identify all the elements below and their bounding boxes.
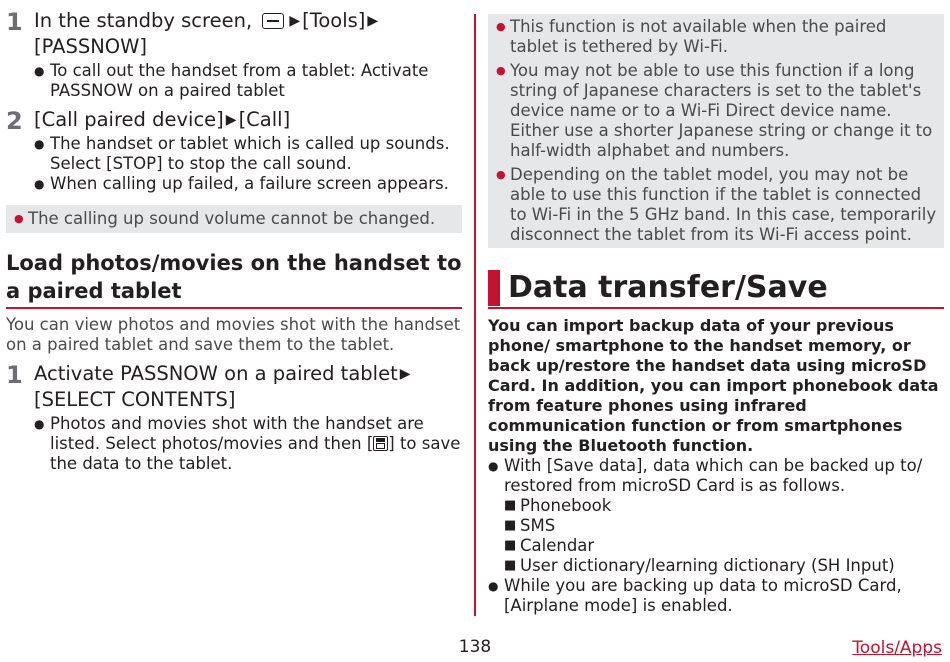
step-text-part: [PASSNOW] xyxy=(34,35,148,58)
step-instruction xyxy=(34,107,462,133)
step-1-bullets xyxy=(6,61,462,101)
backup-data-list xyxy=(504,496,944,576)
bullet-text-part: ] to save the data to the tablet. xyxy=(50,434,461,473)
note-box xyxy=(488,14,944,248)
list-item: ■ Calendar xyxy=(504,536,944,556)
step-text-part: [SELECT CONTENTS] xyxy=(34,388,236,411)
step-instruction xyxy=(34,8,462,59)
page-section-heading: Data transfer/Save xyxy=(488,270,944,309)
list-item: ● To call out the handset from a tablet: Activate PASSNOW on a paired tablet xyxy=(34,61,462,101)
note-item: ● You may not be able to use this function if a long string of Japanese characters is set to the tablet's device name or to a Wi-Fi Direct device name. Either use a shorter Japanese string or change it to half-width alphabet and numbers. xyxy=(496,61,938,161)
step-text-part: [Call] xyxy=(238,108,291,131)
photos-section xyxy=(6,249,462,474)
step-instruction xyxy=(34,361,462,412)
step-text-part: Activate PASSNOW on a paired tablet xyxy=(34,362,398,385)
section-step-1 xyxy=(6,361,462,412)
step-2-bullets xyxy=(6,134,462,194)
data-transfer-bullets xyxy=(488,456,944,616)
bullet-text: With [Save data], data which can be backed up to/ restored from microSD Card is as follows. xyxy=(504,456,923,495)
list-item xyxy=(34,414,462,474)
note-item: ● This function is not available when the paired tablet is tethered by Wi-Fi. xyxy=(496,17,938,57)
save-icon xyxy=(373,436,388,451)
section-intro: You can view photos and movies shot with the handset on a paired tablet and save them to the tablet. xyxy=(6,315,461,354)
list-item: ■ SMS xyxy=(504,516,944,536)
step-number: 1 xyxy=(6,361,23,389)
tools-apps-link[interactable]: Tools/Apps xyxy=(852,638,942,658)
list-item: ■ Phonebook xyxy=(504,496,944,516)
step-2 xyxy=(6,107,462,133)
right-column xyxy=(488,0,944,616)
list-item: ● The handset or tablet which is called up sounds. Select [STOP] to stop the call sound. xyxy=(34,134,462,174)
bullet-text-part: Photos and movies shot with the handset are listed. Select photos/movies and then [ xyxy=(50,414,424,453)
note-item: ● Depending on the tablet model, you may not be able to use this function if the tablet is connected to Wi-Fi in the 5 GHz band. In this case, temporarily disconnect the tablet from its Wi-Fi access point. xyxy=(496,165,938,245)
step-text-part: In the standby screen, xyxy=(34,9,253,32)
arrow-right-icon: ▶ xyxy=(367,13,379,29)
section-heading: Load photos/movies on the handset to a paired tablet xyxy=(6,249,462,309)
section-lead: You can import backup data of your previous phone/ smartphone to the handset memory, or back up/restore the handset data using microSD Card. In addition, you can import phonebook data from feature phones using infrared communication function or from smartphones using the Bluetooth function. xyxy=(488,316,939,455)
step-number: 2 xyxy=(6,107,23,135)
step-number: 1 xyxy=(6,8,23,36)
step-text-part: [Call paired device] xyxy=(34,108,224,131)
menu-key-icon xyxy=(262,13,284,29)
note-item: ● The calling up sound volume cannot be changed. xyxy=(14,209,456,229)
arrow-right-icon: ▶ xyxy=(399,366,411,382)
column-divider xyxy=(474,14,476,616)
note-box xyxy=(6,205,462,233)
step-text-part: [Tools] xyxy=(302,9,366,32)
arrow-right-icon: ▶ xyxy=(289,13,301,29)
page-number: 138 xyxy=(458,637,492,657)
list-item: ● When calling up failed, a failure screen appears. xyxy=(34,174,462,194)
list-item: ■ User dictionary/learning dictionary (SH Input) xyxy=(504,556,944,576)
arrow-right-icon: ▶ xyxy=(225,112,237,128)
step-1 xyxy=(6,8,462,59)
section-step-bullets xyxy=(6,414,462,474)
list-item xyxy=(488,456,944,576)
left-column xyxy=(6,0,462,474)
list-item: ● While you are backing up data to microSD Card, [Airplane mode] is enabled. xyxy=(488,576,944,616)
